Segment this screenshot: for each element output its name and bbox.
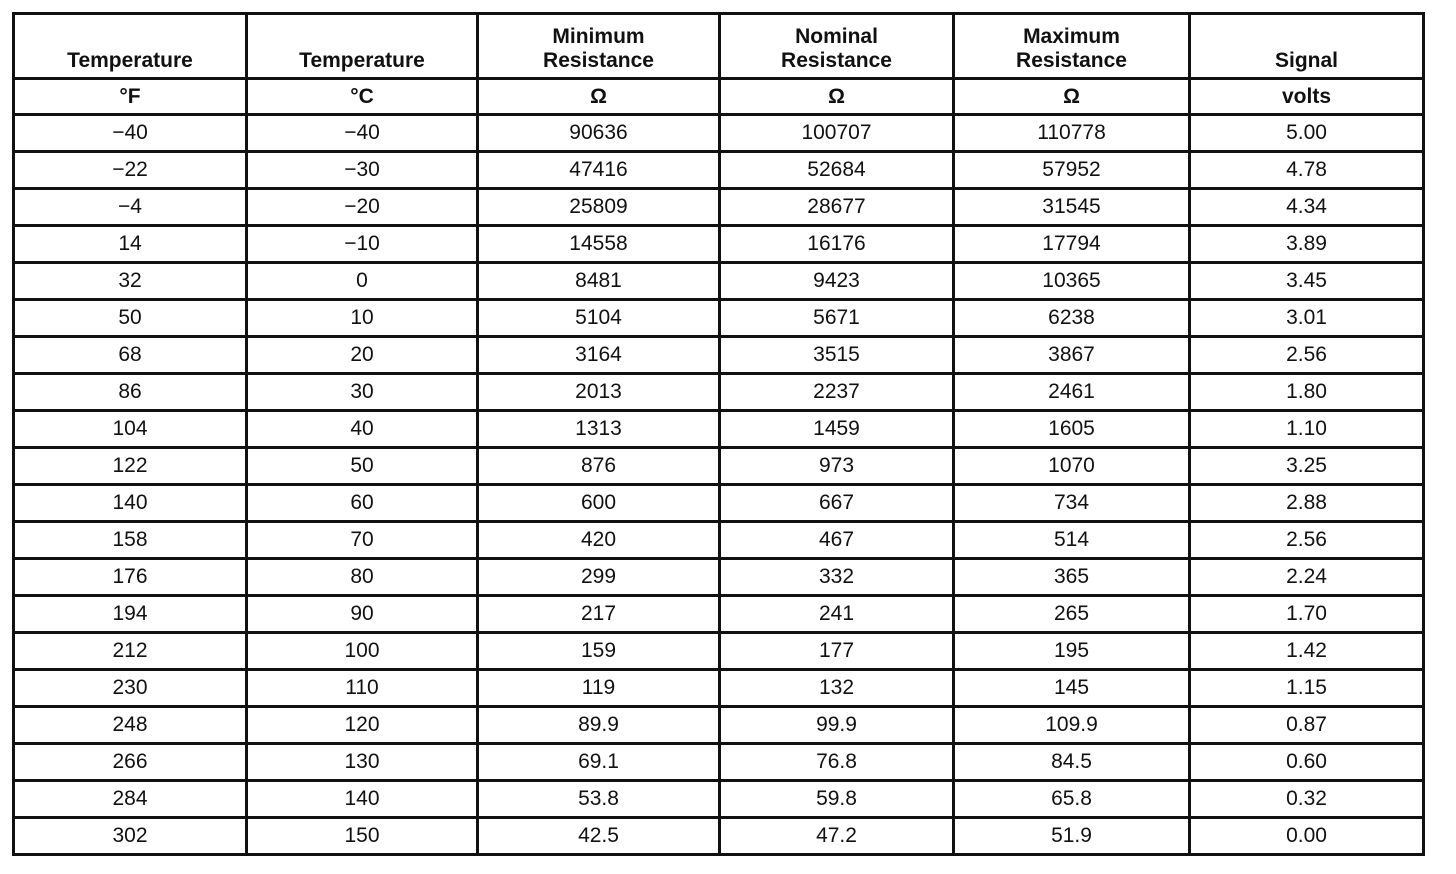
cell-temp-f: −22 [14, 152, 247, 189]
unit-volts: volts [1190, 79, 1424, 115]
table-row [14, 596, 1424, 633]
table-row [14, 263, 1424, 300]
sensor-spec-table-container [12, 12, 1422, 856]
cell-min-resistance: 600 [478, 485, 720, 522]
cell-min-resistance: 420 [478, 522, 720, 559]
table-row [14, 152, 1424, 189]
cell-nominal-resistance: 467 [720, 522, 954, 559]
unit-fahrenheit: °F [14, 79, 247, 115]
cell-temp-f: 140 [14, 485, 247, 522]
cell-signal-volts: 3.45 [1190, 263, 1424, 300]
table-body [14, 115, 1424, 855]
cell-signal-volts: 1.10 [1190, 411, 1424, 448]
cell-max-resistance: 17794 [954, 226, 1190, 263]
table-row [14, 448, 1424, 485]
cell-signal-volts: 3.01 [1190, 300, 1424, 337]
cell-max-resistance: 10365 [954, 263, 1190, 300]
table-row [14, 707, 1424, 744]
cell-signal-volts: 3.25 [1190, 448, 1424, 485]
header-line2: Resistance [543, 49, 654, 72]
cell-max-resistance: 2461 [954, 374, 1190, 411]
cell-min-resistance: 3164 [478, 337, 720, 374]
cell-max-resistance: 734 [954, 485, 1190, 522]
cell-max-resistance: 6238 [954, 300, 1190, 337]
cell-temp-c: 90 [247, 596, 478, 633]
table-row [14, 781, 1424, 818]
cell-nominal-resistance: 16176 [720, 226, 954, 263]
header-line2: Temperature [299, 49, 425, 72]
cell-temp-f: 68 [14, 337, 247, 374]
cell-min-resistance: 90636 [478, 115, 720, 152]
cell-nominal-resistance: 9423 [720, 263, 954, 300]
cell-min-resistance: 89.9 [478, 707, 720, 744]
cell-nominal-resistance: 332 [720, 559, 954, 596]
cell-min-resistance: 69.1 [478, 744, 720, 781]
cell-signal-volts: 1.15 [1190, 670, 1424, 707]
cell-temp-c: 70 [247, 522, 478, 559]
header-line2: Resistance [1016, 49, 1127, 72]
cell-temp-c: 40 [247, 411, 478, 448]
cell-min-resistance: 25809 [478, 189, 720, 226]
table-row [14, 115, 1424, 152]
cell-temp-c: −10 [247, 226, 478, 263]
cell-max-resistance: 57952 [954, 152, 1190, 189]
cell-min-resistance: 53.8 [478, 781, 720, 818]
cell-max-resistance: 195 [954, 633, 1190, 670]
cell-temp-f: 284 [14, 781, 247, 818]
cell-temp-c: 130 [247, 744, 478, 781]
table-row [14, 411, 1424, 448]
cell-temp-f: 14 [14, 226, 247, 263]
cell-signal-volts: 3.89 [1190, 226, 1424, 263]
cell-signal-volts: 1.42 [1190, 633, 1424, 670]
cell-max-resistance: 514 [954, 522, 1190, 559]
cell-min-resistance: 299 [478, 559, 720, 596]
cell-signal-volts: 2.56 [1190, 337, 1424, 374]
table-row [14, 226, 1424, 263]
cell-temp-c: 60 [247, 485, 478, 522]
cell-nominal-resistance: 28677 [720, 189, 954, 226]
cell-temp-f: 104 [14, 411, 247, 448]
header-minimum-resistance [478, 14, 720, 79]
cell-max-resistance: 1605 [954, 411, 1190, 448]
cell-signal-volts: 0.60 [1190, 744, 1424, 781]
cell-min-resistance: 119 [478, 670, 720, 707]
cell-temp-f: 158 [14, 522, 247, 559]
table-row [14, 374, 1424, 411]
cell-temp-c: 110 [247, 670, 478, 707]
cell-signal-volts: 5.00 [1190, 115, 1424, 152]
units-row [14, 79, 1424, 115]
cell-signal-volts: 2.56 [1190, 522, 1424, 559]
cell-max-resistance: 110778 [954, 115, 1190, 152]
header-line1: Nominal [795, 25, 878, 48]
cell-max-resistance: 51.9 [954, 818, 1190, 855]
table-row [14, 559, 1424, 596]
header-temperature-f [14, 14, 247, 79]
cell-nominal-resistance: 132 [720, 670, 954, 707]
cell-max-resistance: 109.9 [954, 707, 1190, 744]
cell-temp-f: 266 [14, 744, 247, 781]
cell-nominal-resistance: 59.8 [720, 781, 954, 818]
table-row [14, 189, 1424, 226]
header-line1: Minimum [552, 25, 645, 48]
cell-min-resistance: 5104 [478, 300, 720, 337]
cell-temp-f: −4 [14, 189, 247, 226]
table-row [14, 744, 1424, 781]
cell-temp-f: 248 [14, 707, 247, 744]
unit-ohm-max: Ω [954, 79, 1190, 115]
cell-min-resistance: 159 [478, 633, 720, 670]
cell-temp-f: 86 [14, 374, 247, 411]
header-line2: Temperature [67, 49, 193, 72]
unit-ohm-nominal: Ω [720, 79, 954, 115]
cell-temp-f: 50 [14, 300, 247, 337]
cell-min-resistance: 42.5 [478, 818, 720, 855]
cell-temp-c: 50 [247, 448, 478, 485]
cell-max-resistance: 84.5 [954, 744, 1190, 781]
cell-temp-c: 150 [247, 818, 478, 855]
table-row [14, 633, 1424, 670]
unit-celsius: °C [247, 79, 478, 115]
cell-temp-c: −30 [247, 152, 478, 189]
cell-nominal-resistance: 52684 [720, 152, 954, 189]
cell-nominal-resistance: 241 [720, 596, 954, 633]
header-maximum-resistance [954, 14, 1190, 79]
cell-max-resistance: 365 [954, 559, 1190, 596]
cell-temp-c: 10 [247, 300, 478, 337]
header-line2: Signal [1274, 49, 1338, 72]
cell-signal-volts: 1.70 [1190, 596, 1424, 633]
header-signal [1190, 14, 1424, 79]
cell-temp-c: 20 [247, 337, 478, 374]
cell-max-resistance: 1070 [954, 448, 1190, 485]
cell-max-resistance: 145 [954, 670, 1190, 707]
cell-nominal-resistance: 5671 [720, 300, 954, 337]
temperature-resistance-table [12, 12, 1425, 856]
cell-temp-c: 80 [247, 559, 478, 596]
cell-temp-c: 30 [247, 374, 478, 411]
cell-temp-c: 100 [247, 633, 478, 670]
cell-max-resistance: 3867 [954, 337, 1190, 374]
cell-min-resistance: 2013 [478, 374, 720, 411]
cell-temp-f: 176 [14, 559, 247, 596]
header-nominal-resistance [720, 14, 954, 79]
table-row [14, 300, 1424, 337]
cell-signal-volts: 0.32 [1190, 781, 1424, 818]
cell-max-resistance: 265 [954, 596, 1190, 633]
cell-temp-c: 120 [247, 707, 478, 744]
cell-signal-volts: 2.88 [1190, 485, 1424, 522]
cell-min-resistance: 217 [478, 596, 720, 633]
cell-nominal-resistance: 99.9 [720, 707, 954, 744]
header-temperature-c [247, 14, 478, 79]
cell-temp-c: 140 [247, 781, 478, 818]
cell-signal-volts: 4.78 [1190, 152, 1424, 189]
cell-temp-c: −40 [247, 115, 478, 152]
table-row [14, 337, 1424, 374]
cell-temp-f: 212 [14, 633, 247, 670]
table-row [14, 522, 1424, 559]
cell-temp-f: 302 [14, 818, 247, 855]
cell-min-resistance: 1313 [478, 411, 720, 448]
cell-nominal-resistance: 1459 [720, 411, 954, 448]
cell-max-resistance: 65.8 [954, 781, 1190, 818]
cell-nominal-resistance: 2237 [720, 374, 954, 411]
cell-signal-volts: 0.87 [1190, 707, 1424, 744]
cell-nominal-resistance: 76.8 [720, 744, 954, 781]
table-row [14, 485, 1424, 522]
header-row [14, 14, 1424, 79]
cell-signal-volts: 2.24 [1190, 559, 1424, 596]
header-line1: Maximum [1023, 25, 1120, 48]
cell-nominal-resistance: 973 [720, 448, 954, 485]
cell-min-resistance: 8481 [478, 263, 720, 300]
cell-nominal-resistance: 100707 [720, 115, 954, 152]
header-line2: Resistance [781, 49, 892, 72]
cell-min-resistance: 876 [478, 448, 720, 485]
cell-min-resistance: 47416 [478, 152, 720, 189]
cell-temp-c: −20 [247, 189, 478, 226]
cell-temp-f: 32 [14, 263, 247, 300]
cell-temp-f: 230 [14, 670, 247, 707]
cell-nominal-resistance: 177 [720, 633, 954, 670]
cell-signal-volts: 0.00 [1190, 818, 1424, 855]
table-row [14, 818, 1424, 855]
cell-min-resistance: 14558 [478, 226, 720, 263]
cell-temp-f: 122 [14, 448, 247, 485]
cell-temp-f: −40 [14, 115, 247, 152]
cell-nominal-resistance: 667 [720, 485, 954, 522]
unit-ohm-min: Ω [478, 79, 720, 115]
cell-max-resistance: 31545 [954, 189, 1190, 226]
cell-signal-volts: 1.80 [1190, 374, 1424, 411]
cell-temp-f: 194 [14, 596, 247, 633]
cell-signal-volts: 4.34 [1190, 189, 1424, 226]
cell-temp-c: 0 [247, 263, 478, 300]
table-row [14, 670, 1424, 707]
cell-nominal-resistance: 3515 [720, 337, 954, 374]
cell-nominal-resistance: 47.2 [720, 818, 954, 855]
